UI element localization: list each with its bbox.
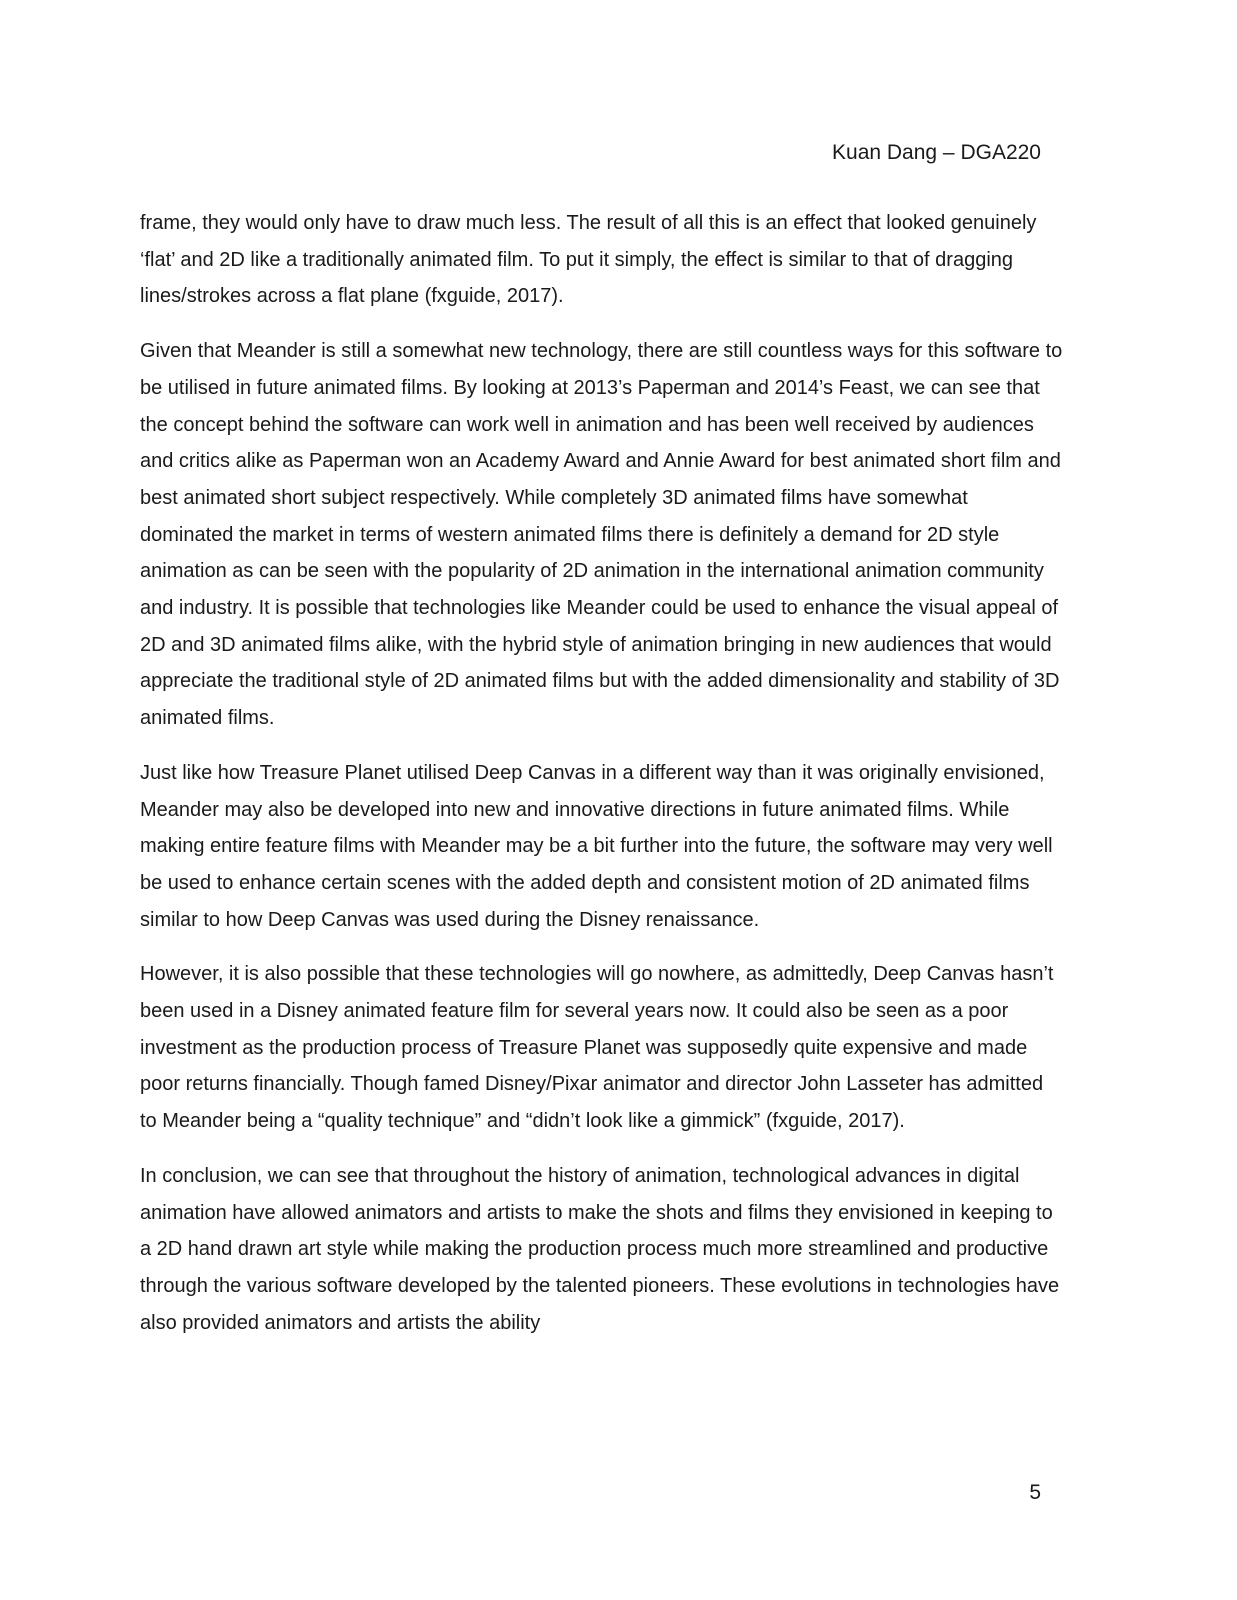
paragraph-2: Given that Meander is still a somewhat new technology, there are still countless ways for this software to be utilised in future animated films. By looking at 2013’s Paperman and 2014’s Feast, we can see that the concept behind the software can work well in animation and has been well received by audiences and critics alike as Paperman won an Academy Award and Annie Award for best animated short film and best animated short subject respectively. While completely 3D animated films have somewhat dominated the market in terms of western animated films there is definitely a demand for 2D style animation as can be seen with the popularity of 2D animation in the international animation community and industry. It is possible that technologies like Meander could be used to enhance the visual appeal of 2D and 3D animated films alike, with the hybrid style of animation bringing in new audiences that would appreciate the traditional style of 2D animated films but with the added dimensionality and stability of 3D animated films. — [140, 340, 1063, 730]
running-header: Kuan Dang – DGA220 — [832, 141, 1041, 164]
paragraph-1: frame, they would only have to draw much less. The result of all this is an effect that looked genuinely ‘flat’ and 2D like a traditionally animated film. To put it simply, the effect is similar to that of dragging lines/strokes across a flat plane (fxguide, 2017). — [140, 212, 1037, 308]
paragraph-4: However, it is also possible that these technologies will go nowhere, as admittedly, Deep Canvas hasn’t been used in a Disney animated feature film for several years now. It could also be seen as a poor investment as the production process of Treasure Planet was supposedly quite expensive and made poor returns financially. Though famed Disney/Pixar animator and director John Lasseter has admitted to Meander being a “quality technique” and “didn’t look like a gimmick” (fxguide, 2017). — [140, 963, 1054, 1133]
body-text — [140, 205, 1065, 1359]
paragraph-5: In conclusion, we can see that throughout the history of animation, technological advances in digital animation have allowed animators and artists to make the shots and films they envisioned in keeping to a 2D hand drawn art style while making the production process much more streamlined and productive through the various software developed by the talented pioneers. These evolutions in technologies have also provided animators and artists the ability — [140, 1164, 1060, 1334]
page-number: 5 — [1029, 1481, 1041, 1504]
paragraph-3: Just like how Treasure Planet utilised Deep Canvas in a different way than it was originally envisioned, Meander may also be developed into new and innovative directions in future animated films. While making entire feature films with Meander may be a bit further into the future, the software may very well be used to enhance certain scenes with the added depth and consistent motion of 2D animated films similar to how Deep Canvas was used during the Disney renaissance. — [140, 761, 1053, 931]
